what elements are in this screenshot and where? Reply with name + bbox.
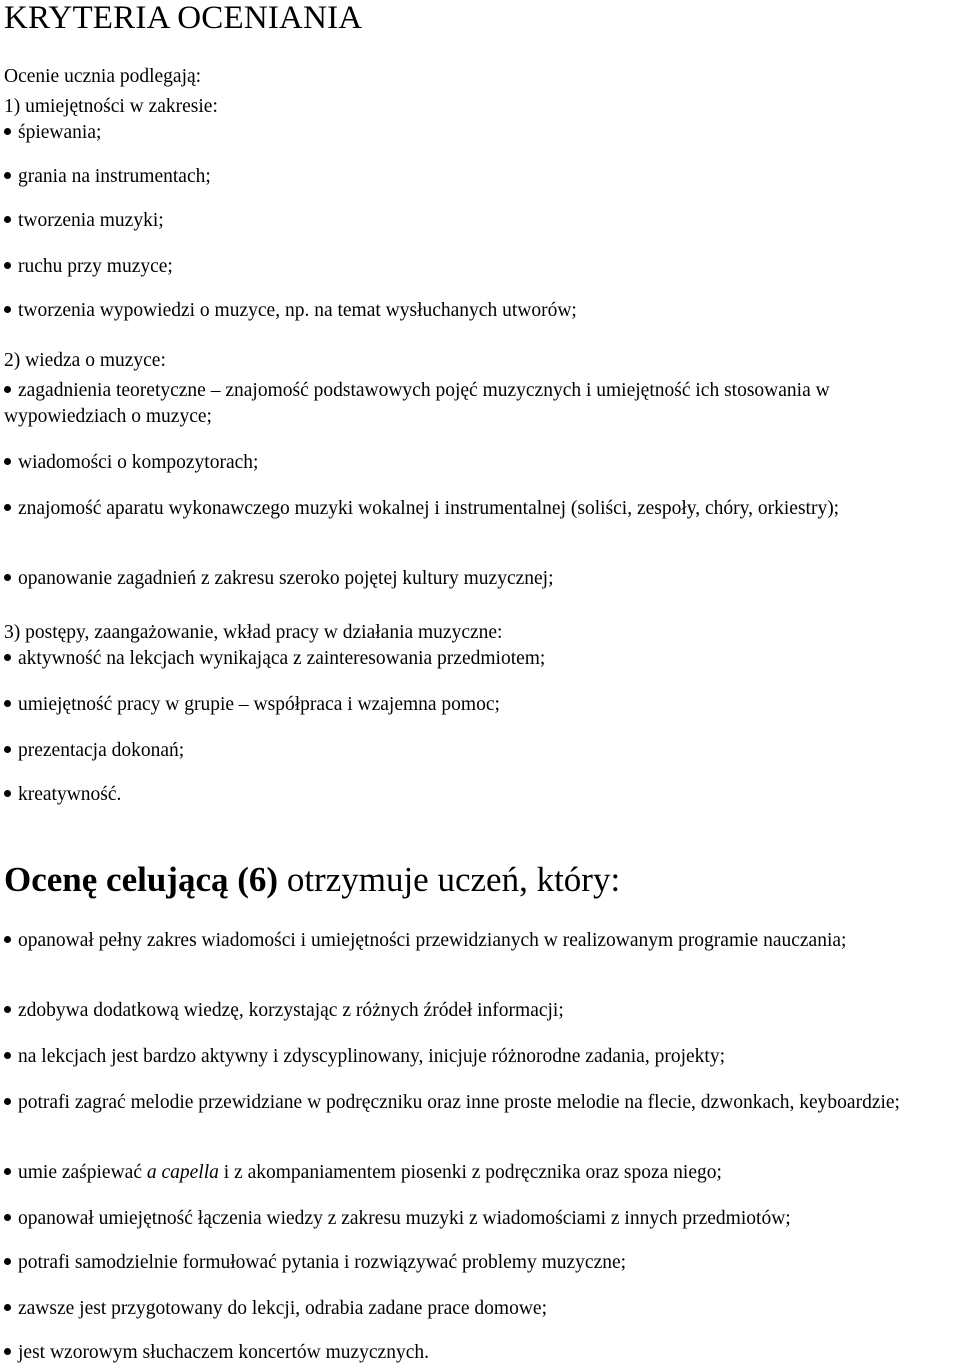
bullet-icon [4,128,11,135]
bullet-icon [4,172,11,179]
bullet-icon [4,1006,11,1013]
list-item: śpiewania; [4,120,956,146]
section2-label: 2) wiedza o muzyce: [4,350,166,371]
list-item: wiadomości o kompozytorach; [4,450,956,476]
list-item: opanował pełny zakres wiadomości i umiejętności przewidzianych w realizowanym programie nauczania; [4,928,956,954]
section1-label: 1) umiejętności w zakresie: [4,96,218,117]
list-item: aktywność na lekcjach wynikająca z zainteresowania przedmiotem; [4,646,956,672]
list-item: umie zaśpiewać a capella i z akompaniamentem piosenki z podręcznika oraz spoza niego; [4,1160,956,1186]
grade-6-heading: Ocenę celującą (6) otrzymuje uczeń, który: [4,860,621,899]
bullet-icon [4,1052,11,1059]
bullet-icon [4,574,11,581]
bullet-icon [4,1098,11,1105]
list-item: potrafi zagrać melodie przewidziane w podręczniku oraz inne proste melodie na flecie, dzwonkach, keyboardzie; [4,1090,956,1116]
list-item: zawsze jest przygotowany do lekcji, odrabia zadane prace domowe; [4,1296,956,1322]
bullet-icon [4,1304,11,1311]
page-title: KRYTERIA OCENIANIA [4,0,363,36]
bullet-icon [4,936,11,943]
list-item: opanowanie zagadnień z zakresu szeroko pojętej kultury muzycznej; [4,566,956,592]
bullet-icon [4,1258,11,1265]
list-item: jest wzorowym słuchaczem koncertów muzycznych. [4,1340,956,1366]
list-item: opanował umiejętność łączenia wiedzy z zakresu muzyki z wiadomościami z innych przedmiotów; [4,1206,956,1232]
bullet-icon [4,1348,11,1355]
intro-text: Ocenie ucznia podlegają: [4,66,202,87]
bullet-icon [4,386,11,393]
bullet-icon [4,700,11,707]
list-item: tworzenia muzyki; [4,208,956,234]
bullet-icon [4,654,11,661]
bullet-icon [4,306,11,313]
list-item: znajomość aparatu wykonawczego muzyki wokalnej i instrumentalnej (soliści, zespoły, chóry, orkiestry); [4,496,956,522]
list-item: umiejętność pracy w grupie – współpraca i wzajemna pomoc; [4,692,956,718]
bullet-icon [4,1168,11,1175]
list-item: grania na instrumentach; [4,164,956,190]
list-item: ruchu przy muzyce; [4,254,956,280]
bullet-icon [4,458,11,465]
list-item: zdobywa dodatkową wiedzę, korzystając z różnych źródeł informacji; [4,998,956,1024]
list-item: tworzenia wypowiedzi o muzyce, np. na temat wysłuchanych utworów; [4,298,956,324]
list-item: kreatywność. [4,782,956,808]
bullet-icon [4,504,11,511]
section3-label: 3) postępy, zaangażowanie, wkład pracy w działania muzyczne: [4,622,503,643]
list-item: zagadnienia teoretyczne – znajomość podstawowych pojęć muzycznych i umiejętność ich stosowania w wypowiedziach o muzyce; [4,380,830,427]
bullet-icon [4,790,11,797]
list-item: prezentacja dokonań; [4,738,956,764]
bullet-icon [4,746,11,753]
bullet-icon [4,1214,11,1221]
list-item: na lekcjach jest bardzo aktywny i zdyscyplinowany, inicjuje różnorodne zadania, projekty; [4,1044,956,1070]
list-item: potrafi samodzielnie formułować pytania i rozwiązywać problemy muzyczne; [4,1250,956,1276]
bullet-icon [4,262,11,269]
bullet-icon [4,216,11,223]
